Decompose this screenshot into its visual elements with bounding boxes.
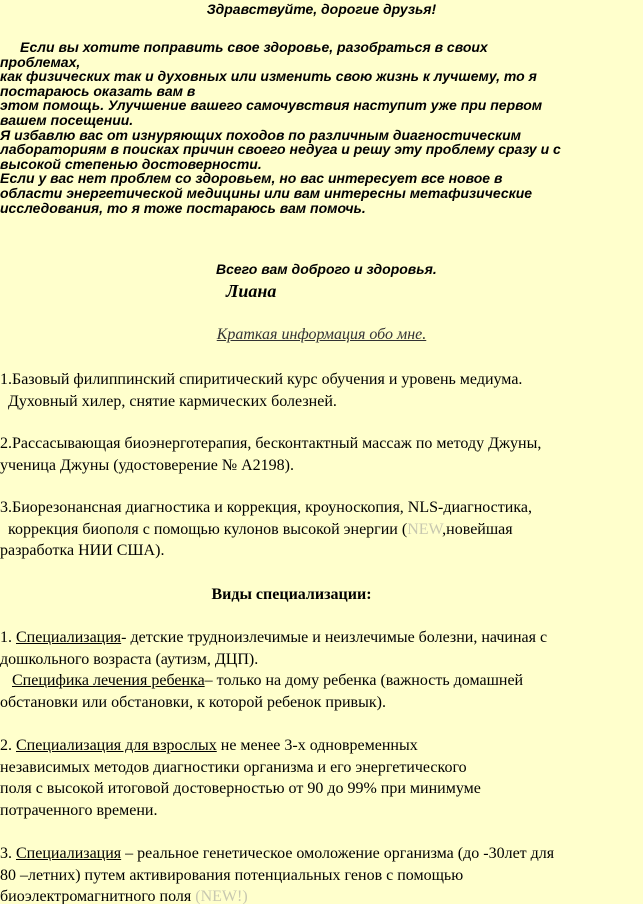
specialization-text: - детские трудноизлечимые и неизлечимые болезни, начиная с [121, 629, 548, 646]
about-item-3 [0, 497, 643, 562]
about-item-2-line: 2.Рассасывающая биоэнерготерапия, бесконтактный массаж по методу Джуны, [0, 435, 542, 452]
greeting-line: высокой степенью достоверности. [0, 155, 262, 172]
about-item-3-text: ,новейшая [442, 520, 513, 538]
specialization-label: Специализация [16, 845, 122, 862]
specialization-3 [0, 843, 643, 904]
new-tag: NEW [407, 520, 443, 538]
specialization-label: Специализация для взрослых [16, 737, 217, 754]
greeting-line: проблемах, [0, 53, 81, 70]
signature: Лиана [226, 281, 277, 301]
specialization-1-line: обстановки или обстановки, к которой ребенок привык). [0, 693, 386, 711]
specialization-3-line [0, 886, 643, 904]
greeting-line: Если у вас нет проблем со здоровьем, но вас интересует все новое в [0, 170, 503, 187]
specialization-number: 3. [0, 845, 16, 862]
greeting-closing: Всего вам доброго и здоровья. [216, 261, 437, 277]
specialization-2 [0, 735, 643, 821]
greeting-line: постараюсь оказать вам в [0, 82, 196, 99]
specialization-number: 1. [0, 629, 16, 646]
specialization-1-line [0, 627, 643, 649]
specialization-2-line: независимых методов диагностики организма и его энергетического [0, 758, 467, 776]
about-item-3-line: разработка НИИ США). [0, 542, 165, 559]
greeting-line: исследования, то я тоже постараюсь вам помочь. [0, 199, 366, 216]
about-item-2-line: ученица Джуны (удостоверение № А2198). [0, 456, 294, 474]
greeting-line: области энергетической медицины или вам интересны метафизические [0, 184, 533, 201]
specialization-1 [0, 627, 643, 713]
specialization-text: не менее 3-х одновременных [216, 737, 418, 754]
specialization-text: – реальное генетическое омоложение организма (до -30лет для [121, 845, 555, 862]
about-item-1-line: Духовный хилер, снятие кармических болезней. [8, 392, 337, 410]
about-item-3-text: коррекция биополя с помощью кулонов высокой энергии ( [8, 520, 408, 538]
greeting-line: Я избавлю вас от изнуряющих походов по различным диагностическим [0, 126, 522, 143]
specialization-sublabel: Специфика лечения ребенка [12, 672, 205, 689]
about-item-3-line: 3.Биорезонансная диагностика и коррекция, кроуноскопия, NLS-диагностика, [0, 499, 532, 516]
about-item-1-line: 1.Базовый филиппинский спиритический курс обучения и уровень медиума. [0, 371, 523, 388]
specialization-1-line [0, 670, 643, 692]
greeting-line: лабораториям в поисках причин своего недуга и решу эту проблему сразу и с [0, 141, 561, 158]
specializations-heading: Виды специализации: [211, 586, 372, 603]
specialization-2-line [0, 735, 643, 757]
greeting-line: Если вы хотите поправить свое здоровье, разобраться в своих [20, 39, 488, 55]
specialization-2-line: потраченного времени. [0, 801, 158, 819]
about-heading: Краткая информация обо мне. [216, 326, 427, 343]
specialization-2-line: поля с высокой итоговой достоверностью от 90 до 99% при минимуме [0, 780, 481, 797]
greeting-title: Здравствуйте, дорогие друзья! [206, 1, 437, 17]
specialization-3-line: 80 –летних) путем активирования потенциальных генов с помощью [0, 866, 464, 884]
greeting-line: этом помощь. Улучшение вашего самочувствия наступит уже при первом [0, 97, 543, 114]
specialization-text: – только на дому ребенка (важность домашней [204, 672, 524, 689]
new-tag: (NEW!) [195, 888, 248, 904]
greeting-line: вашем посещении. [0, 111, 134, 128]
about-item-1 [0, 369, 643, 412]
about-item-3-line [0, 519, 643, 541]
greeting-line: как физических так и духовных или изменить свою жизнь к лучшему, то я [0, 68, 537, 85]
specialization-3-line [0, 843, 643, 865]
specialization-number: 2. [0, 737, 16, 754]
specialization-text: биоэлектромагнитного поля [0, 888, 196, 904]
about-item-2 [0, 433, 643, 476]
greeting-body [0, 40, 643, 215]
specialization-1-line: дошкольного возраста (аутизм, ДЦП). [0, 650, 259, 668]
specialization-label: Специализация [16, 629, 122, 646]
